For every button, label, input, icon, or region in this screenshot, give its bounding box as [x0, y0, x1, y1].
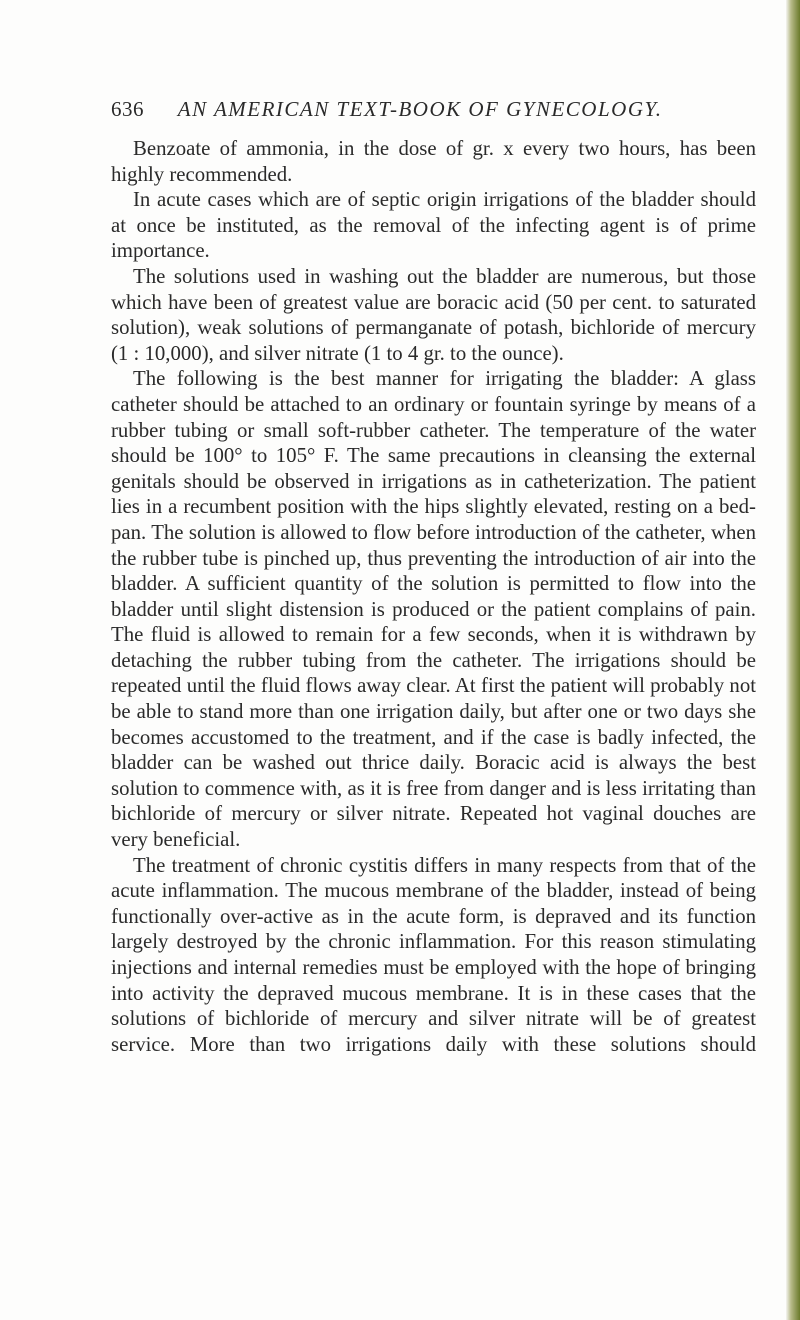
body-text	[111, 136, 756, 1057]
paragraph-chronic-cystitis: The treatment of chronic cystitis differs in many respects from that of the acute inflammation. The mucous membrane of the bladder, instead of being functionally over-active as in the acute form, is depraved and its function largely destroyed by the chronic inflammation. For this reason stimulating injections and internal remedies must be employed with the hope of bringing into activity the depraved mucous membrane. It is in these cases that the solutions of bichloride of mercury and silver nitrate will be of greatest service. More than two irrigations daily with these solutions should	[111, 853, 756, 1056]
page-edge-shadow	[786, 0, 800, 1320]
paragraph-irrigation-method: The following is the best manner for irrigating the bladder: A glass catheter should be attached to an ordinary or fountain syringe by means of a rubber tubing or small soft-rubber catheter. The temperature of the water should be 100° to 105° F. The same precautions in cleansing the external genitals should be observed in irrigations as in catheterization. The patient lies in a recumbent position with the hips slightly elevated, resting on a bed-pan. The solution is allowed to flow before introduction of the catheter, when the rubber tube is pinched up, thus preventing the introduction of air into the bladder. A sufficient quantity of the solution is permitted to flow into the bladder until slight distension is produced or the patient complains of pain. The fluid is allowed to remain for a few seconds, when it is withdrawn by detaching the rubber tubing from the catheter. The irrigations should be repeated until the fluid flows away clear. At first the patient will probably not be able to stand more than one irrigation daily, but after one or two days she becomes accustomed to the treatment, and if the case is badly infected, the bladder can be washed out thrice daily. Boracic acid is always the best solution to commence with, as it is free from danger and is less irritating than bichloride of mercury or silver nitrate. Repeated hot vaginal douches are very beneficial.	[111, 367, 756, 852]
paragraph-benzoate: Benzoate of ammonia, in the dose of gr. x every two hours, has been highly recommended.	[111, 137, 756, 186]
running-head	[111, 97, 751, 122]
book-title: AN AMERICAN TEXT-BOOK OF GYNECOLOGY.	[177, 97, 663, 121]
paragraph-acute-cases: In acute cases which are of septic origin irrigations of the bladder should at once be instituted, as the removal of the infecting agent is of prime importance.	[111, 188, 756, 263]
paragraph-solutions: The solutions used in washing out the bladder are numerous, but those which have been of greatest value are boracic acid (50 per cent. to saturated solution), weak solutions of permanganate of potash, bichloride of mercury (1 : 10,000), and silver nitrate (1 to 4 gr. to the ounce).	[111, 264, 756, 365]
page-number: 636	[111, 97, 144, 121]
